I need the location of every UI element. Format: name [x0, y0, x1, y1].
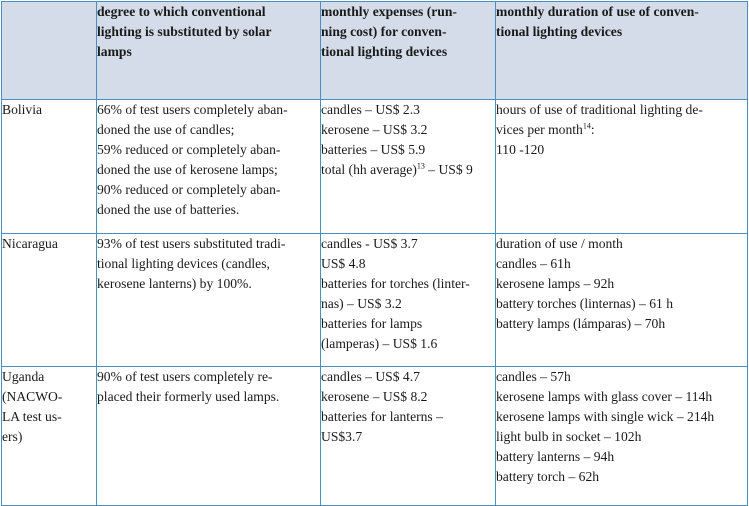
cell-line: batteries for torches (linter-: [321, 276, 470, 291]
header-line: lamps: [97, 44, 132, 59]
cell-line: duration of use / month: [496, 236, 623, 251]
cell-line: kerosene lamps with single wick – 214h: [496, 409, 715, 424]
duration-cell: [496, 367, 748, 506]
cell-line: kerosene – US$ 3.2: [321, 122, 428, 137]
cell-line: battery torches (linternas) – 61 h: [496, 296, 674, 311]
cell-line: kerosene lanterns) by 100%.: [97, 276, 252, 291]
cell-line: US$ 4.8: [321, 256, 366, 271]
cell-line: 66% of test users completely aban-: [97, 102, 288, 117]
cell-line: candles – 57h: [496, 369, 571, 384]
cell-line: doned the use of batteries.: [97, 202, 240, 217]
expenses-total-line: [321, 160, 495, 180]
table-row-uganda: [2, 367, 748, 506]
cell-line: kerosene lamps – 92h: [496, 276, 615, 291]
header-duration: [496, 2, 748, 100]
cell-line: candles - US$ 3.7: [321, 236, 418, 251]
expenses-cell: [321, 367, 496, 506]
header-line: monthly duration of use of conven-: [496, 4, 699, 19]
country-cell: [2, 367, 97, 506]
header-row: [2, 2, 748, 100]
header-line: monthly expenses (run-: [321, 4, 457, 19]
cell-line: candles – US$ 4.7: [321, 369, 420, 384]
header-line: lighting is substituted by solar: [97, 24, 272, 39]
cell-line: batteries – US$ 5.9: [321, 142, 426, 157]
cell-line: battery lanterns – 94h: [496, 449, 615, 464]
total-value: – US$ 9: [424, 162, 473, 177]
cell-line: nas) – US$ 3.2: [321, 296, 402, 311]
duration-cell: [496, 100, 748, 234]
cell-line: 90% reduced or completely aban-: [97, 182, 281, 197]
duration-label: vices per month: [496, 122, 583, 137]
expenses-cell: [321, 100, 496, 234]
substitution-cell: [97, 234, 321, 367]
duration-line-footnote: [496, 120, 747, 140]
cell-line: doned the use of kerosene lamps;: [97, 162, 278, 177]
cell-line: hours of use of traditional lighting de-: [496, 102, 703, 117]
substitution-cell: [97, 100, 321, 234]
country-name: Uganda: [2, 369, 45, 384]
cell-line: (lamperas) – US$ 1.6: [321, 336, 438, 351]
duration-colon: :: [590, 122, 595, 137]
expenses-cell: [321, 234, 496, 367]
country-cell: [2, 234, 97, 367]
cell-line: 90% of test users completely re-: [97, 369, 273, 384]
header-line: tional lighting devices: [321, 44, 448, 59]
country-name: ers): [2, 429, 23, 444]
cell-line: candles – US$ 2.3: [321, 102, 420, 117]
duration-cell: [496, 234, 748, 367]
header-line: ning cost) for conven-: [321, 24, 447, 39]
cell-line: candles – 61h: [496, 256, 571, 271]
cell-line: placed their formerly used lamps.: [97, 389, 280, 404]
cell-line: 110 -120: [496, 142, 545, 157]
total-label: total (hh average): [321, 162, 417, 177]
country-name: Bolivia: [2, 102, 43, 117]
cell-line: US$3.7: [321, 429, 363, 444]
footnote-14: 14: [582, 121, 591, 131]
cell-line: kerosene – US$ 8.2: [321, 389, 428, 404]
header-substitution: [97, 2, 321, 100]
cell-line: battery torch – 62h: [496, 469, 600, 484]
cell-line: batteries for lanterns –: [321, 409, 443, 424]
header-expenses: [321, 2, 496, 100]
country-cell: [2, 100, 97, 234]
table-row-bolivia: [2, 100, 748, 234]
country-name: (NACWO-: [2, 389, 63, 404]
cell-line: light bulb in socket – 102h: [496, 429, 642, 444]
country-name: LA test us-: [2, 409, 62, 424]
header-line: degree to which conventional: [97, 4, 266, 19]
cell-line: 59% reduced or completely aban-: [97, 142, 281, 157]
cell-line: batteries for lamps: [321, 316, 423, 331]
country-name: Nicaragua: [2, 236, 58, 251]
table-row-nicaragua: [2, 234, 748, 367]
cell-line: tional lighting devices (candles,: [97, 256, 270, 271]
substitution-cell: [97, 367, 321, 506]
cell-line: battery lamps (lámparas) – 70h: [496, 316, 666, 331]
footnote-13: 13: [416, 161, 425, 171]
lighting-comparison-table: [1, 1, 748, 506]
cell-line: kerosene lamps with glass cover – 114h: [496, 389, 713, 404]
cell-line: doned the use of candles;: [97, 122, 235, 137]
cell-line: 93% of test users substituted tradi-: [97, 236, 286, 251]
header-line: tional lighting devices: [496, 24, 623, 39]
header-empty-cell: [2, 2, 97, 100]
